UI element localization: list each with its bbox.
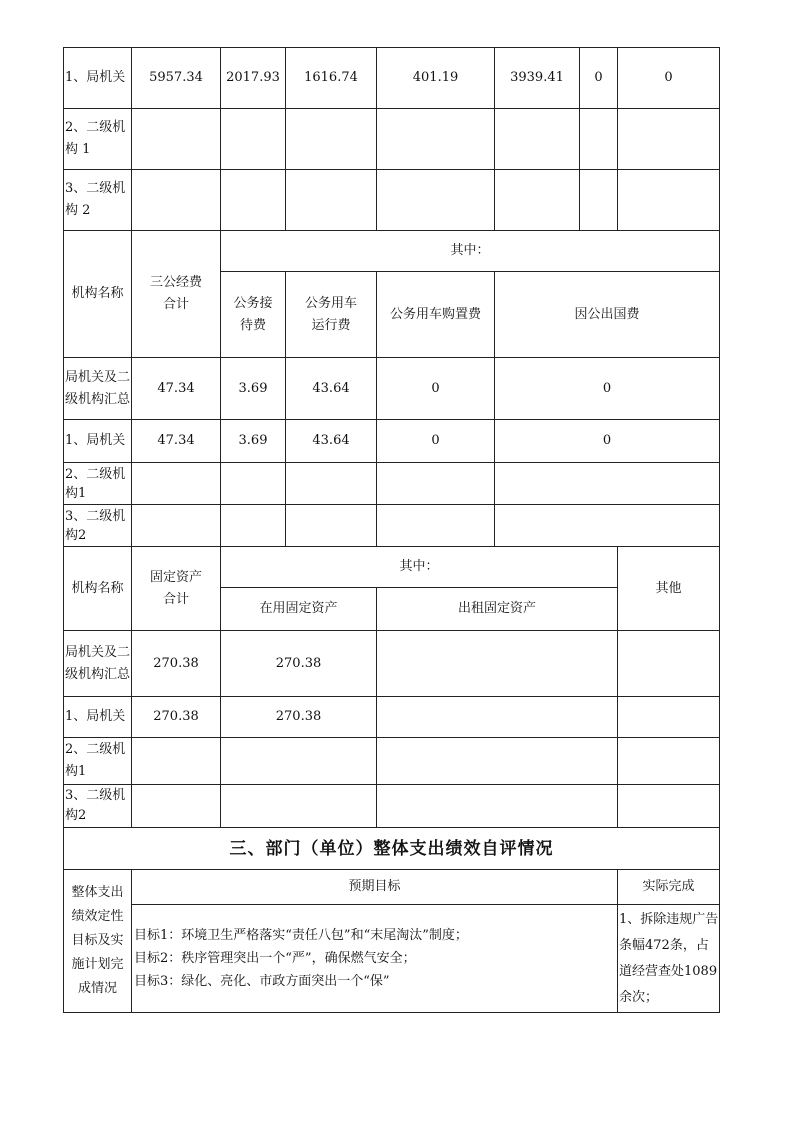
row-label: 局机关及二级机构汇总 (63, 630, 132, 697)
cell (285, 504, 377, 547)
cell: 43.64 (285, 357, 377, 420)
row-label: 局机关及二级机构汇总 (63, 357, 132, 420)
header-total: 固定资产合计 (131, 546, 221, 631)
cell: 3939.41 (494, 47, 580, 109)
cell (220, 504, 286, 547)
row-label: 2、二级机构1 (63, 737, 132, 785)
cell: 47.34 (131, 419, 221, 463)
goal-item: 目标1：环境卫生严格落实“责任八包”和“末尾淘汰”制度； (134, 928, 468, 943)
cell: 270.38 (131, 696, 221, 738)
cell: 401.19 (376, 47, 495, 109)
cell: 5957.34 (131, 47, 221, 109)
cell: 43.64 (285, 419, 377, 463)
cell (131, 504, 221, 547)
cell (494, 504, 720, 547)
header-rented: 出租固定资产 (376, 587, 618, 631)
header-reception: 公务接待费 (220, 271, 286, 358)
section-title: 三、部门（单位）整体支出绩效自评情况 (63, 827, 720, 870)
expected-goals (131, 904, 618, 1013)
cell (617, 696, 720, 738)
row-label: 3、二级机构2 (63, 504, 132, 547)
cell (220, 784, 377, 828)
cell (579, 169, 618, 231)
header-total: 三公经费合计 (131, 230, 221, 358)
cell (376, 462, 495, 505)
cell: 0 (579, 47, 618, 109)
cell: 270.38 (220, 696, 377, 738)
cell (494, 462, 720, 505)
cell (131, 462, 221, 505)
cell (494, 169, 580, 231)
cell (131, 108, 221, 170)
cell: 0 (494, 419, 720, 463)
header-car-buy: 公务用车购置费 (376, 271, 495, 358)
header-of: 其中： (220, 230, 720, 272)
side-label: 整体支出绩效定性目标及实施计划完成情况 (63, 869, 132, 1013)
cell (220, 108, 286, 170)
header-expected: 预期目标 (131, 869, 618, 905)
actual-completion: 1、拆除违规广告条幅472条，占道经营查处1089余次； (617, 904, 720, 1013)
cell (617, 737, 720, 785)
cell: 0 (617, 47, 720, 109)
cell (617, 169, 720, 231)
cell: 0 (376, 419, 495, 463)
cell (285, 169, 377, 231)
cell (376, 784, 618, 828)
row-label: 2、二级机构1 (63, 462, 132, 505)
cell (220, 737, 377, 785)
header-other: 其他 (617, 546, 720, 631)
cell (376, 504, 495, 547)
cell: 270.38 (220, 630, 377, 697)
cell (220, 462, 286, 505)
cell (376, 696, 618, 738)
header-car-run: 公务用车运行费 (285, 271, 377, 358)
header-name: 机构名称 (63, 546, 132, 631)
header-actual: 实际完成 (617, 869, 720, 905)
cell: 47.34 (131, 357, 221, 420)
cell (494, 108, 580, 170)
header-abroad: 因公出国费 (494, 271, 720, 358)
row-label: 1、局机关 (63, 419, 132, 463)
cell (579, 108, 618, 170)
cell: 0 (376, 357, 495, 420)
cell (131, 737, 221, 785)
row-label: 3、二级机构 2 (63, 169, 132, 231)
header-of: 其中： (220, 546, 618, 588)
cell (376, 108, 495, 170)
cell (617, 784, 720, 828)
cell (285, 462, 377, 505)
cell (131, 169, 221, 231)
cell: 3.69 (220, 357, 286, 420)
cell (617, 108, 720, 170)
row-label: 1、局机关 (63, 696, 132, 738)
header-in-use: 在用固定资产 (220, 587, 377, 631)
cell (376, 169, 495, 231)
goal-item: 目标3：绿化、亮化、市政方面突出一个“保” (134, 974, 390, 989)
cell (220, 169, 286, 231)
row-label: 2、二级机构 1 (63, 108, 132, 170)
cell: 270.38 (131, 630, 221, 697)
cell (376, 737, 618, 785)
cell (285, 108, 377, 170)
header-name: 机构名称 (63, 230, 132, 358)
cell: 0 (494, 357, 720, 420)
cell (617, 630, 720, 697)
cell: 1616.74 (285, 47, 377, 109)
cell: 3.69 (220, 419, 286, 463)
row-label: 3、二级机构2 (63, 784, 132, 828)
goal-item: 目标2：秩序管理突出一个“严”，确保燃气安全； (134, 951, 416, 966)
cell (131, 784, 221, 828)
row-label: 1、局机关 (63, 47, 132, 109)
cell: 2017.93 (220, 47, 286, 109)
cell (376, 630, 618, 697)
